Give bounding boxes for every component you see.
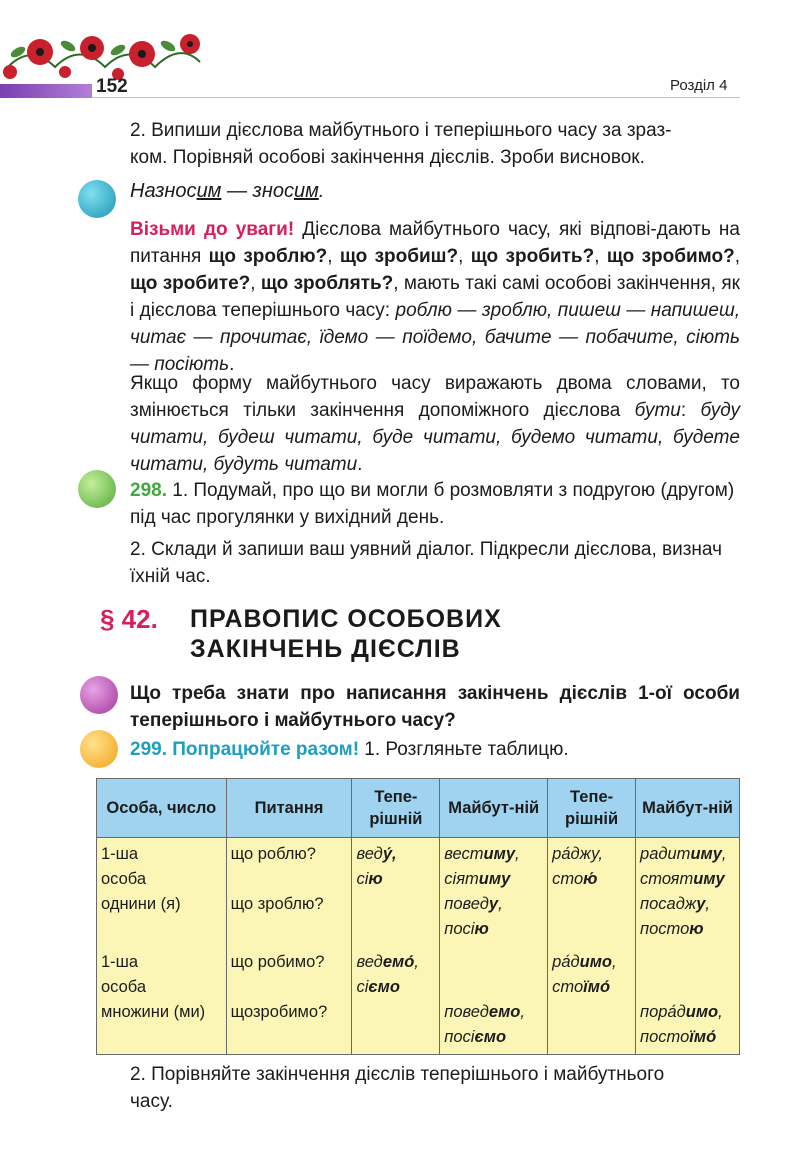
table-cell: ведемо́, сіємо [352, 946, 440, 1055]
table-row [97, 946, 740, 1055]
task2-paragraph: 2. Випиши дієслова майбутнього і теперішнього часу за зраз- ком. Порівняй особові закінчення дієслів. Зроби висновок. [130, 120, 672, 168]
book-icon [80, 676, 118, 714]
ex299-task1: 299. Попрацюйте разом! 1. Розгляньте таблицю. [130, 739, 569, 760]
table-cell: ра́димо, стоїмо́ [548, 946, 636, 1055]
bell-icon [80, 730, 118, 768]
table-header: Питання [226, 779, 352, 838]
note-body: Візьми до уваги! Дієслова майбутнього часу, які відпові-дають на питання що зроблю?, що зробиш?, що зробить?, що зробимо?, що зробите?, що зроблять?, мають такі самі особові закінчення, як і дієслова теперішнього часу: роблю — зроблю, пишеш — напишеш, читає — прочитає, їдемо — поїдемо, бачите — побачите, сіють — посіють. [130, 219, 740, 375]
ex298-part1: 298. 1. Подумай, про що ви могли б розмовляти з подругою (другом) під час прогулянки у вихідний день. [130, 480, 735, 528]
home-icon [78, 470, 116, 508]
table-header: Майбут-ній [636, 779, 740, 838]
table-cell: вестиму, сіятиму поведу, посію [440, 838, 548, 947]
endings-table [96, 778, 740, 1055]
ex298-part2: 2. Склади й запиши ваш уявний діалог. Підкресли дієслова, визнач їхній час. [130, 539, 722, 587]
section-number: § 42. [100, 604, 158, 634]
table-cell: поведемо, посіємо [440, 946, 548, 1055]
folk-ornament [0, 22, 205, 84]
note-title: Назносим — зносим. [130, 180, 325, 202]
pen-icon [78, 180, 116, 218]
note-body-2: Якщо форму майбутнього часу виражають двома словами, то змінюється тільки закінчення допоміжного дієслова бути: буду читати, будеш читати, буде читати, будемо читати, будете читати, будуть читати. [130, 373, 740, 475]
table-cell: пора́димо, постоїмо́ [636, 946, 740, 1055]
table-header: Майбут-ній [440, 779, 548, 838]
table-header-row [97, 779, 740, 838]
ex299-task2: 2. Порівняйте закінчення дієслів теперішнього і майбутнього часу. [130, 1064, 665, 1112]
table-header: Особа, число [97, 779, 227, 838]
table-cell: 1-ша особа множини (ми) [97, 946, 227, 1055]
section-label: Розділ 4 [670, 77, 728, 94]
page-number-bar [0, 84, 92, 98]
header-rule [92, 97, 740, 98]
table-row [97, 838, 740, 947]
table-cell: що роблю? що зроблю? [226, 838, 352, 947]
section-question: Що треба знати про написання закінчень дієслів 1-ої особи теперішнього і майбутнього часу? [130, 683, 740, 731]
section-title: ПРАВОПИС ОСОБОВИХ ЗАКІНЧЕНЬ ДІЄСЛІВ [190, 605, 502, 663]
table-cell: радитиму, стоятиму посаджу, постою [636, 838, 740, 947]
table-cell: 1-ша особа однини (я) [97, 838, 227, 947]
table-header: Тепе-рішній [548, 779, 636, 838]
table-cell: веду́, сію [352, 838, 440, 947]
table-cell: ра́джу, стою́ [548, 838, 636, 947]
page-number: 152 [96, 76, 128, 97]
table-header: Тепе-рішній [352, 779, 440, 838]
table-cell: що робимо? щозробимо? [226, 946, 352, 1055]
